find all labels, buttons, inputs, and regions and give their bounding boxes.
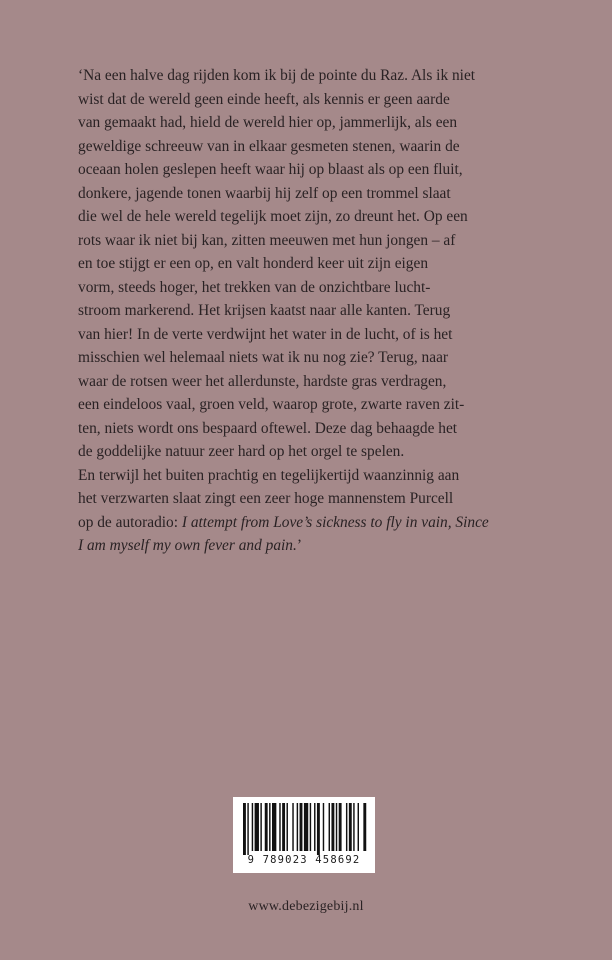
blurb-text (78, 64, 568, 558)
publisher-website: www.debezigebij.nl (248, 899, 364, 914)
barcode-bar (297, 803, 298, 851)
barcode-bar (300, 803, 303, 851)
barcode-bar (252, 803, 253, 851)
barcode-bar (336, 803, 337, 851)
song-lyric: I attempt from Love’s sickness to fly in vain, Since (181, 513, 489, 531)
barcode-bar (269, 803, 270, 851)
blurb-line: donkere, jagende tonen waarbij hij zelf op een trommel slaat (78, 184, 451, 202)
barcode-bar (310, 803, 311, 851)
blurb-line: rots waar ik niet bij kan, zitten meeuwen met hun jongen – af (78, 231, 456, 249)
closing-quote: ’ (296, 537, 302, 554)
barcode-bar (346, 803, 347, 851)
barcode-bar (247, 803, 248, 855)
barcode-bar (304, 803, 308, 851)
barcode-bar (292, 803, 293, 851)
barcode-bar (353, 803, 354, 851)
blurb-line: vorm, steeds hoger, het trekken van de onzichtbare lucht- (78, 278, 431, 296)
barcode-bar (323, 803, 324, 851)
blurb-line: geweldige schreeuw van in elkaar gesmeten stenen, waarin de (78, 137, 460, 155)
blurb-line: die wel de hele wereld tegelijk moet zijn, zo dreunt het. Op een (78, 208, 468, 225)
barcode-bar (279, 803, 280, 851)
blurb-line: En terwijl het buiten prachtig en tegelijkertijd waanzinnig aan (78, 466, 460, 484)
barcode-bar (243, 803, 246, 855)
barcode-bar (265, 803, 268, 851)
blurb-line-prefix: op de autoradio: (78, 513, 182, 531)
blurb-line: een eindeloos vaal, groen veld, waarop grote, zwarte raven zit- (78, 396, 465, 413)
barcode-bar (282, 803, 285, 851)
blurb-line: van gemaakt had, hield de wereld hier op, jammerlijk, als een (78, 114, 458, 131)
blurb-line: waar de rotsen weer het allerdunste, hardste gras verdragen, (78, 372, 447, 390)
blurb-line: de goddelijke natuur zeer hard op het orgel te spelen. (78, 443, 405, 460)
blurb-line: ‘Na een halve dag rijden kom ik bij de pointe du Raz. Als ik niet (78, 67, 476, 84)
barcode-digits: 9 789023 458692 (247, 854, 361, 866)
blurb-line: wist dat de wereld geen einde heeft, als kennis er geen aarde (78, 90, 450, 108)
blurb-line: en toe stijgt er een op, en valt honderd keer uit zijn eigen (78, 255, 429, 272)
isbn-barcode (233, 797, 375, 873)
blurb-line: oceaan holen geslepen heeft waar hij op blaast als op een fluit, (78, 161, 463, 178)
blurb-line: ten, niets wordt ons bespaard oftewel. Deze dag behaagde het (78, 419, 458, 437)
barcode-bar (314, 803, 315, 851)
blurb-line-quote-start (78, 511, 568, 535)
barcode-bar (363, 803, 366, 851)
blurb-line-quote-end (78, 534, 568, 558)
barcode-bar (331, 803, 334, 851)
blurb-line: van hier! In de verte verdwijnt het water in de lucht, of is het (78, 325, 453, 343)
barcode-bar (339, 803, 342, 851)
blurb-line: stroom markerend. Het krijsen kaatst naar alle kanten. Terug (78, 302, 451, 319)
blurb-line: het verzwarten slaat zingt een zeer hoge mannenstem Purcell (78, 490, 454, 507)
barcode-bar (358, 803, 359, 851)
barcode-bar (260, 803, 261, 851)
barcode-bar (317, 803, 320, 855)
barcode-bar (287, 803, 288, 851)
barcode-bar (255, 803, 259, 851)
blurb-line: misschien wel helemaal niets wat ik nu nog zie? Terug, naar (78, 349, 449, 366)
barcode-bar (329, 803, 330, 851)
barcode-bar (349, 803, 352, 851)
barcode-bar (272, 803, 276, 851)
song-lyric: I am myself my own fever and pain. (78, 537, 297, 554)
